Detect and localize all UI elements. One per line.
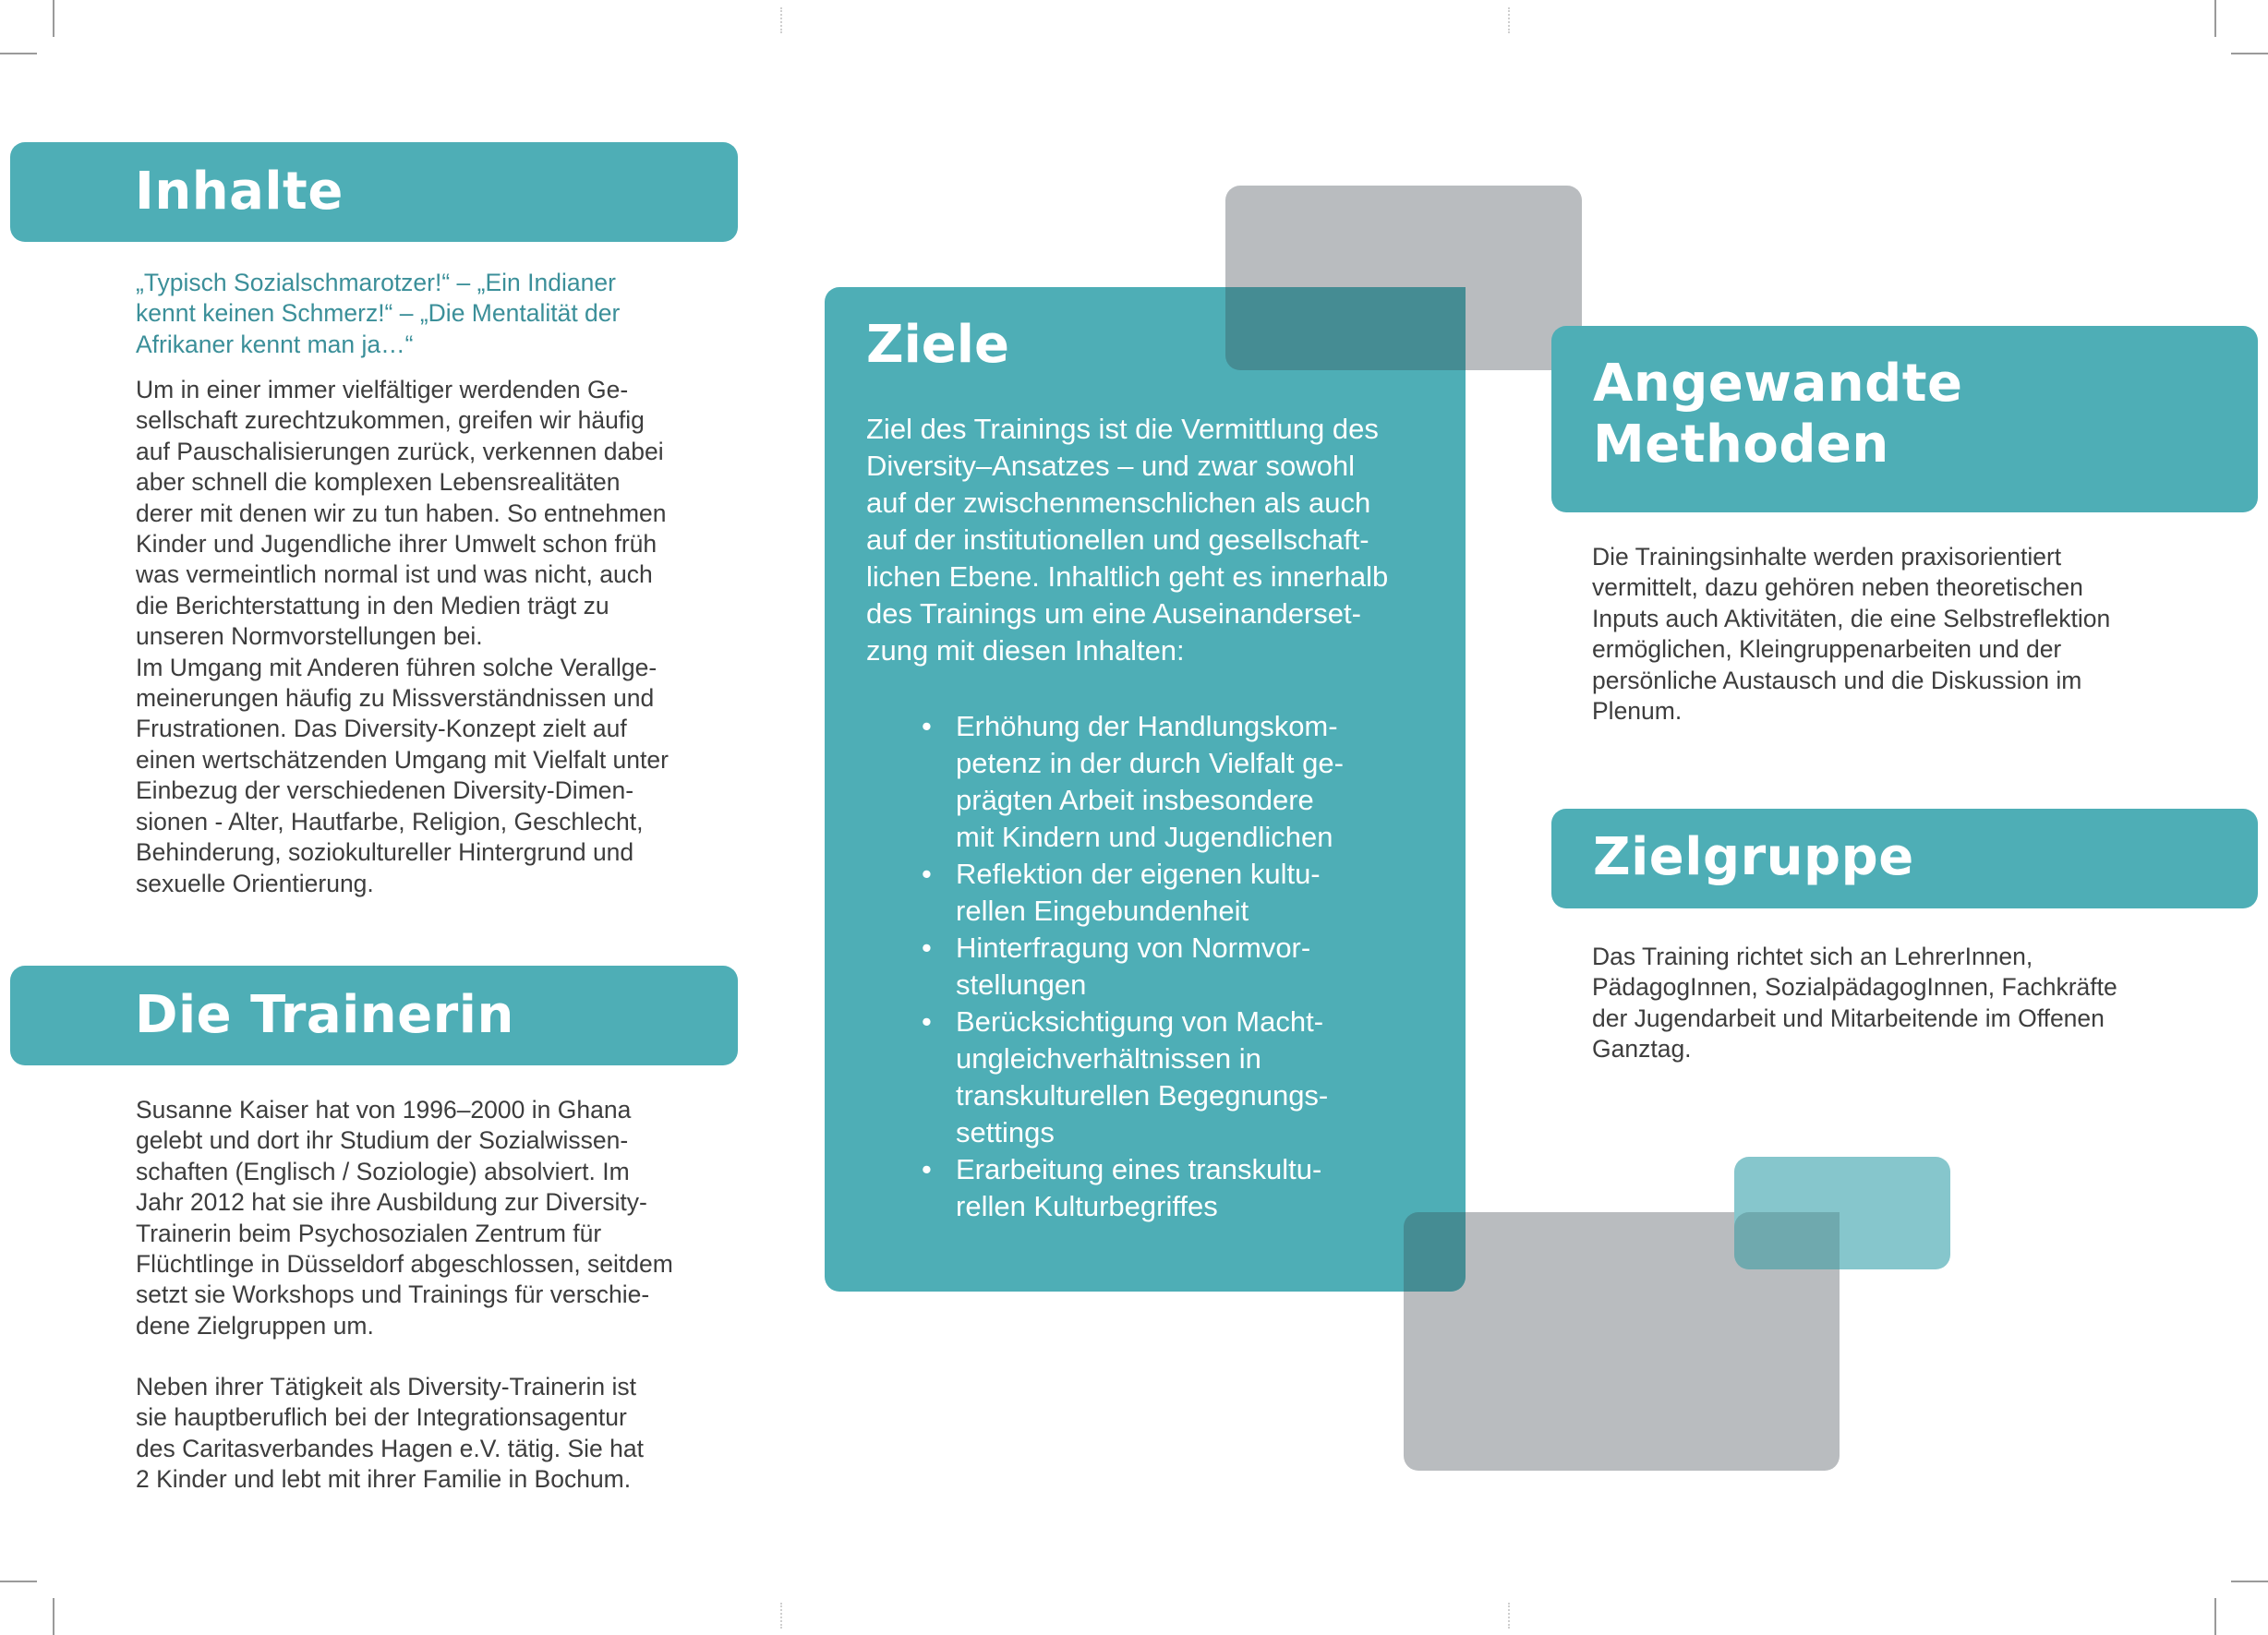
crop-mark [2214, 0, 2216, 37]
crop-mark [2231, 1581, 2268, 1582]
decor-overlap-top [1225, 287, 1466, 370]
ziele-intro: Ziel des Trainings ist die Vermittlung des Diversity–Ansatzes – und zwar sowohl auf der zwischenmenschlichen als auch auf der institutionellen und gesellschaft- lichen Ebene. Inhaltlich geht es innerhalb des Trainings um eine Auseinanderset- zung mit diesen Inhalten: [866, 413, 1389, 667]
list-item [866, 1004, 1439, 1151]
trainerin-body-1: Susanne Kaiser hat von 1996–2000 in Ghana gelebt und dort ihr Studium der Sozialwissen- schaften (Englisch / Soziologie) absolviert. Im Jahr 2012 hat sie ihre Ausbildung zur Diversity- Trainerin beim Psychosozialen Zentrum für Flüchtlinge in Düsseldorf abgeschlossen, seitdem setzt sie Workshops und Trainings für verschie- dene Zielgruppen um. [136, 1096, 673, 1340]
zielgruppe-heading: Zielgruppe [1593, 827, 1914, 887]
list-item-text: Berücksichtigung von Macht- ungleichverhältnissen in transkulturellen Begegnungs- settings [956, 1005, 1329, 1148]
list-item-text: Reflektion der eigenen kultu- rellen Eingebundenheit [956, 858, 1321, 927]
decor-overlap-small [1734, 1212, 1840, 1269]
crop-mark [53, 1598, 54, 1635]
methoden-heading: Angewandte Methoden [1593, 354, 1963, 475]
fold-mark [780, 1603, 782, 1629]
fold-mark [1508, 7, 1510, 33]
inhalte-heading: Inhalte [135, 162, 344, 222]
inhalte-header [10, 142, 738, 242]
crop-mark [0, 1581, 37, 1582]
list-item [866, 856, 1439, 930]
bullet-icon: • [922, 858, 932, 890]
crop-mark [0, 53, 37, 54]
list-item-text: Erarbeitung eines transkultu- rellen Kulturbegriffes [956, 1153, 1322, 1222]
crop-mark [53, 0, 54, 37]
bullet-icon: • [922, 1005, 932, 1038]
zielgruppe-header [1551, 809, 2258, 908]
crop-mark [2231, 53, 2268, 54]
ziele-panel [825, 287, 1466, 1292]
bullet-icon: • [922, 710, 932, 742]
ziele-heading: Ziele [866, 315, 1009, 375]
list-item-text: Erhöhung der Handlungskom- petenz in der durch Vielfalt ge- prägten Arbeit insbesondere mit Kindern und Jugendlichen [956, 710, 1344, 853]
ziele-list [866, 708, 1439, 1225]
methoden-header [1551, 326, 2258, 512]
list-item-text: Hinterfragung von Normvor- stellungen [956, 932, 1311, 1001]
list-item [866, 708, 1439, 856]
list-item [866, 1151, 1439, 1225]
decor-overlap-bottom [1404, 1212, 1466, 1292]
inhalte-body: Um in einer immer vielfältiger werdenden Ge- sellschaft zurechtzukommen, greifen wir häufig auf Pauschalisierungen zurück, verkennen dabei aber schnell die komplexen Lebensrealitäten derer mit denen wir zu tun haben. So entnehmen Kinder und Jugendliche ihrer Umwelt schon früh was vermeintlich normal ist und was nicht, auch die Berichterstattung in den Medien trägt zu unseren Normvorstellungen bei. Im Umgang mit Anderen führen solche Verallge- meinerungen häufig zu Missverständnissen und Frustrationen. Das Diversity-Konzept zielt auf einen wertschätzenden Umgang mit Vielfalt unter Einbezug der verschiedenen Diversity-Dimen- sionen - Alter, Hautfarbe, Religion, Geschlecht, Behinderung, soziokultureller Hintergrund und sexuelle Orientierung. [136, 376, 669, 897]
inhalte-quote: „Typisch Sozialschmarotzer!“ – „Ein Indianer kennt keinen Schmerz!“ – „Die Mentalität der Afrikaner kennt man ja…“ [136, 269, 621, 358]
trainerin-header [10, 966, 738, 1065]
bullet-icon: • [922, 1153, 932, 1185]
methoden-body: Die Trainingsinhalte werden praxisorientiert vermittelt, dazu gehören neben theoretischen Inputs auch Aktivitäten, die eine Selbstreflektion ermöglichen, Kleingruppenarbeiten und der persönliche Austausch und die Diskussion im Plenum. [1592, 543, 2111, 726]
fold-mark [1508, 1603, 1510, 1629]
bullet-icon: • [922, 932, 932, 964]
crop-mark [2214, 1598, 2216, 1635]
trainerin-heading: Die Trainerin [135, 985, 514, 1045]
list-item [866, 930, 1439, 1004]
zielgruppe-body: Das Training richtet sich an LehrerInnen, PädagogInnen, SozialpädagogInnen, Fachkräfte der Jugendarbeit und Mitarbeitende im Offenen Ganztag. [1592, 943, 2117, 1064]
trainerin-body-2: Neben ihrer Tätigkeit als Diversity-Trainerin ist sie hauptberuflich bei der Integrationsagentur des Caritasverbandes Hagen e.V. tätig. Sie hat 2 Kinder und lebt mit ihrer Familie in Bochum. [136, 1373, 644, 1494]
fold-mark [780, 7, 782, 33]
